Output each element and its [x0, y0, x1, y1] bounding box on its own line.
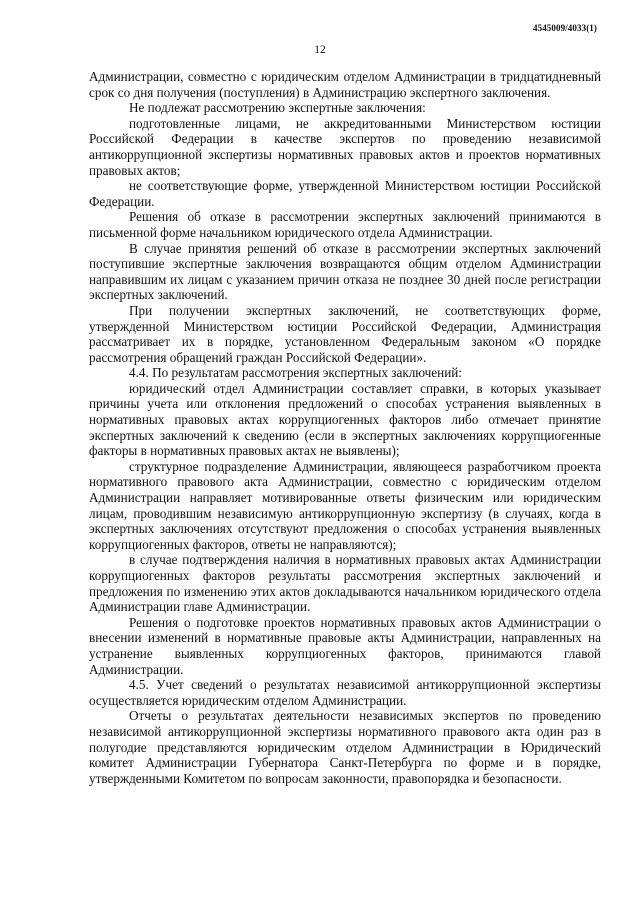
- page-number: 12: [314, 44, 326, 56]
- list-item: юридический отдел Администрации составляет справки, в которых указывает причины учета или отклонения предложений о способах устранения выявленных в нормативных правовых актах коррупциогенных факторов либо отмечает принятие экспертных заключений к сведению (если в экспертных заключениях коррупциогенные факторы в нормативных правовых актах не выявлены);: [89, 380, 601, 459]
- paragraph: Решения об отказе в рассмотрении экспертных заключений принимаются в письменной форме начальником юридического отдела Администрации.: [89, 209, 601, 240]
- paragraph: В случае принятия решений об отказе в рассмотрении экспертных заключений поступившие экспертные заключения возвращаются общим отделом Администрации направившим их лицам с указанием причин отказа не позднее 30 дней после регистрации экспертных заключений.: [89, 240, 601, 303]
- list-item: в случае подтверждения наличия в нормативных правовых актах Администрации коррупциогенных факторов результаты рассмотрения экспертных заключений и предложения по изменению этих актов докладываются начальником юридического отдела Администрации главе Администрации.: [89, 552, 601, 615]
- paragraph: Не подлежат рассмотрению экспертные заключения:: [129, 100, 426, 116]
- document-body: [89, 69, 601, 786]
- paragraph: Администрации, совместно с юридическим отделом Администрации в тридцатидневный срок со дня получения (поступления) в Администрацию экспертного заключения.: [89, 69, 601, 100]
- paragraph: Отчеты о результатах деятельности независимых экспертов по проведению независимой антикоррупционной экспертизы нормативного правового акта один раз в полугодие представляются юридическим отделом Администрации в Юридический комитет Администрации Губернатора Санкт-Петербурга по форме и в порядке, утвержденными Комитетом по вопросам законности, правопорядка и безопасности.: [89, 708, 601, 786]
- paragraph: При получении экспертных заключений, не соответствующих форме, утвержденной Министерством юстиции Российской Федерации, Администрация рассматривает их в порядке, установленном Федеральным законом «О порядке рассмотрения обращений граждан Российской Федерации».: [89, 302, 601, 365]
- list-item: подготовленные лицами, не аккредитованными Министерством юстиции Российской Федерации в качестве экспертов по проведению независимой антикоррупционной экспертизы нормативных правовых актов и проектов нормативных правовых актов;: [89, 115, 601, 178]
- list-item: структурное подразделение Администрации, являющееся разработчиком проекта нормативного правового акта Администрации, совместно с юридическим отделом Администрации направляет мотивированные ответы физическим или юридическим лицам, проводившим независимую антикоррупционную экспертизу (в случаях, когда в экспертных заключениях отсутствуют предложения о способах устранения выявленных коррупциогенных факторов, ответы не направляются);: [89, 458, 601, 552]
- list-item: не соответствующие форме, утвержденной Министерством юстиции Российской Федерации.: [89, 178, 601, 209]
- section-heading: 4.5. Учет сведений о результатах независимой антикоррупционной экспертизы осуществляется юридическим отделом Администрации.: [89, 677, 601, 708]
- section-heading: 4.4. По результатам рассмотрения экспертных заключений:: [129, 365, 462, 381]
- document-registration-code: 4545009/4033(1): [533, 23, 597, 33]
- paragraph: Решения о подготовке проектов нормативных правовых актов Администрации о внесении изменений в нормативные правовые акты Администрации, направленных на устранение выявленных коррупциогенных факторов, принимаются главой Администрации.: [89, 614, 601, 677]
